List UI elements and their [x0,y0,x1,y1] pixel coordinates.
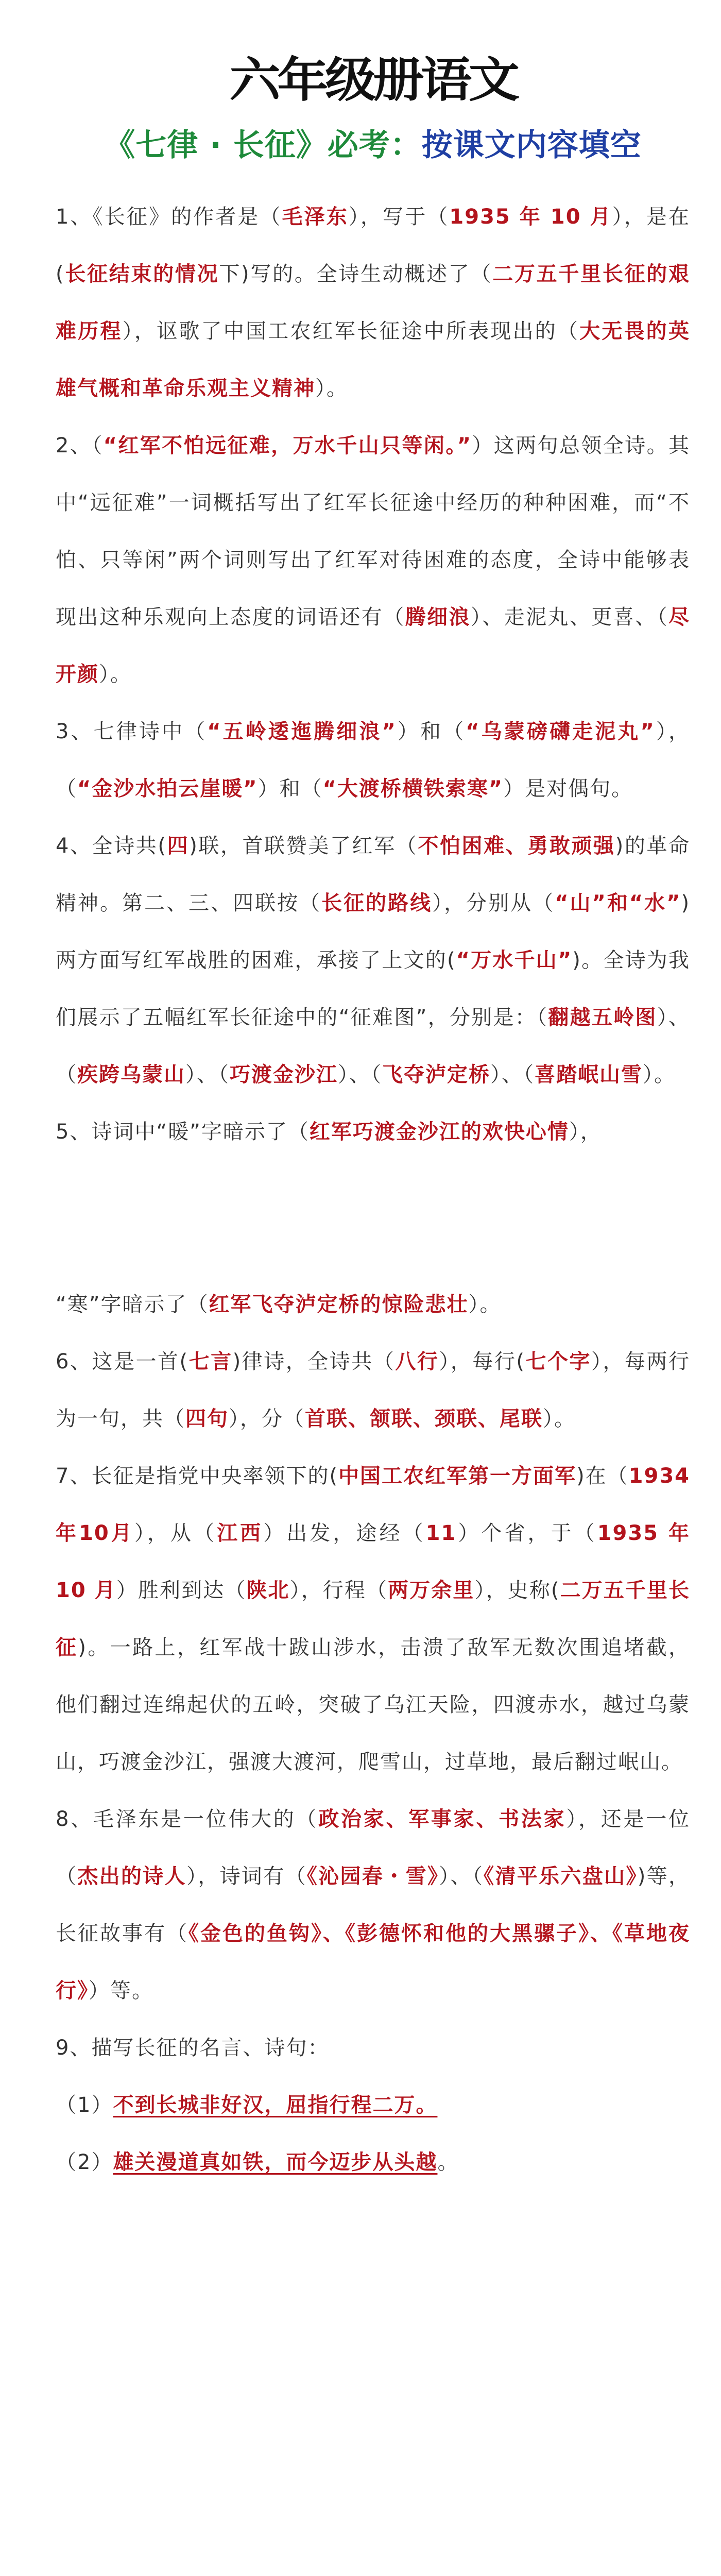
answer-text: 巧渡金沙江 [230,1063,338,1087]
answer-text: 四句 [185,1407,229,1431]
question-text: 8、毛泽东是一位伟大的（ [56,1807,319,1831]
question-text: ）、（ [439,1865,484,1888]
answer-text: 《金色的鱼钩》、《彭德怀和他的大黑骡子》、《草地夜行》 [56,1922,690,2003]
answer-text: 长征结束的情况 [64,262,219,286]
question-5-part-1 [56,1104,690,1161]
question-text: ）、（ [490,1063,535,1087]
question-text: ），诗词有（ [186,1865,307,1888]
question-text: ），从（ [134,1521,217,1545]
question-text: )。一路上，红军战十跋山涉水，击溃了敌军无数次围追堵截，他们翻过连绵起伏的五岭，突破了乌江天险，四渡赤水，越过乌蒙山，巧渡金沙江，强渡大渡河，爬雪山，过草地，最后翻过岷山。 [56,1636,690,1774]
answer-text: 不怕困难、勇敢顽强 [418,834,615,858]
answer-text: 七言 [188,1350,233,1374]
answer-text: “乌蒙磅礴走泥丸” [466,720,655,743]
question-text: ）。 [315,377,348,400]
answer-text: 二万五千里长征 [56,1579,691,1659]
question-text: ）。 [643,1063,676,1087]
question-text: )。全诗为我们展示了五幅红军长征途中的“征难图”，分别是：（ [56,948,690,1029]
question-text: 7、长征是指党中央率领下的( [56,1464,339,1488]
blank-gap [56,1161,690,1276]
answer-text: 尽开颜 [56,605,691,686]
question-text: ）和（ [396,720,466,743]
answer-text: “大渡桥横铁索寒” [322,777,504,801]
answer-text: 翻越五岭图 [548,1006,657,1029]
question-text: ），行程（ [289,1579,388,1602]
answer-text: 1935 年 10 月 [56,1521,690,1602]
question-text: ），（ [56,720,691,801]
question-text: ），每两行为一句，共（ [56,1350,691,1431]
worksheet-subtitle [56,125,690,166]
question-text: ）。 [543,1407,576,1431]
question-text: ）个省，于（ [456,1521,597,1545]
answer-text: 杰出的诗人 [77,1865,186,1888]
question-text: ），分别从（ [432,891,555,915]
question-text: ）胜利到达（ [116,1579,247,1602]
question-text: ）、（ [56,1006,691,1087]
question-text: ），分（ [229,1407,305,1431]
question-text: ）、走泥丸、更喜、（ [470,605,669,629]
question-7 [56,1448,690,1791]
answer-text: 1934年10月 [56,1464,690,1545]
question-3 [56,703,690,818]
question-text: ）。 [468,1293,502,1316]
answer-text: “金沙水拍云崖暖” [77,777,258,801]
answer-text: 长征的路线 [321,891,433,915]
answer-text: “山”和“水” [555,891,681,915]
question-text: ）这两句总领全诗。其中“远征难”一词概括写出了红军长征途中经历的种种困难，而“不怕、只等闲”两个词则写出了红军对待困难的态度，全诗中能够表现出这种乐观向上态度的词语还有（ [56,434,691,629]
question-text: )在（ [576,1464,629,1488]
answer-text: 二万五千里长征的艰难历程 [56,262,690,343]
question-4 [56,818,690,1104]
answer-text: 陕北 [246,1579,290,1602]
question-text: ），还是一位（ [56,1807,691,1888]
answer-text: 《清平乐六盘山》 [484,1865,638,1888]
question-text: ），写于（ [348,205,450,229]
answer-text: 中国工农红军第一方面军 [338,1464,577,1488]
question-text: ），讴歌了中国工农红军长征途中所表现出的（ [122,319,580,343]
quote-item-2 [56,2134,690,2191]
page-title: 六年级册语文 [229,53,517,108]
question-2 [56,417,690,703]
answer-text: 四 [167,834,190,858]
question-list [56,189,690,2191]
answer-text: 毛泽东 [282,205,349,229]
question-9-title: 9、描写长征的名言、诗句： [56,2036,330,2060]
quote-item-1 [56,2077,690,2134]
quote-number: （1） [56,2093,113,2117]
answer-text: 飞夺泸定桥 [382,1063,490,1087]
question-text: ）和（ [258,777,323,801]
answer-text: 政治家、军事家、书法家 [318,1807,566,1831]
quote-text: 不到长城非好汉，屈指行程二万。 [113,2093,438,2117]
quote-number: （2） [56,2150,113,2174]
question-text: ）出发，途经（ [263,1521,426,1545]
question-text: 3、七律诗中（ [56,720,208,743]
answer-text: 两万余里 [388,1579,475,1602]
answer-text: 江西 [217,1521,264,1545]
answer-text: 红军飞夺泸定桥的惊险悲壮 [209,1293,469,1316]
question-text: 4、全诗共( [56,834,167,858]
question-text: )两方面写红军战胜的困难，承接了上文的( [56,891,691,972]
question-text: )的革命精神。第二、三、四联按（ [56,834,691,915]
answer-text: 喜踏岷山雪 [535,1063,643,1087]
worksheet-page [0,49,721,2576]
question-text: 2、（ [56,434,104,457]
question-text: ）、（ [338,1063,382,1087]
question-text: )律诗，全诗共（ [232,1350,396,1374]
answer-text: “五岭逶迤腾细浪” [207,720,397,743]
question-8 [56,1791,690,2020]
answer-text: 疾跨乌蒙山 [77,1063,185,1087]
answer-text: 《沁园春・雪》 [306,1865,439,1888]
question-text: )等，长征故事有（ [56,1865,691,1945]
quote-punctuation: 。 [437,2150,459,2174]
question-text: ），是在( [56,205,691,286]
answer-text: 首联、颔联、颈联、尾联 [305,1407,543,1431]
answer-text: 1935 年 10 月 [449,205,612,229]
question-text: 6、这是一首( [56,1350,189,1374]
question-text: 1、《长征》的作者是（ [56,205,282,229]
question-5-part-2 [56,1276,690,1333]
quote-text: 雄关漫道真如铁，而今迈步从头越 [113,2150,438,2174]
question-text: ）、（ [185,1063,230,1087]
question-text: ）等。 [89,1979,153,2003]
question-text: 5、诗词中“暖”字暗示了（ [56,1120,310,1144]
answer-text: 七个字 [525,1350,591,1374]
question-text: 下)写的。全诗生动概述了（ [219,262,493,286]
question-text: “寒”字暗示了（ [56,1293,209,1316]
answer-text: 大无畏的英雄气概和革命乐观主义精神 [56,319,691,400]
subtitle-task: 按课文内容填空 [421,127,642,163]
question-text: ）是对偶句。 [503,777,633,801]
answer-text: 八行 [395,1350,439,1374]
question-text: ），每行( [439,1350,525,1374]
question-text: ）， [569,1120,602,1144]
subtitle-poem-name: 《七律 · 长征》必考： [104,127,422,163]
answer-text: “红军不怕远征难，万水千山只等闲。” [103,434,472,457]
question-text: ）。 [99,663,132,686]
answer-text: 11 [425,1521,457,1545]
question-6 [56,1333,690,1448]
answer-text: 腾细浪 [405,605,471,629]
answer-text: 红军巧渡金沙江的欢快心情 [309,1120,569,1144]
question-text: ），史称( [474,1579,560,1602]
question-1 [56,189,690,417]
question-text: )联，首联赞美了红军（ [189,834,418,858]
answer-text: “万水千山” [456,948,573,972]
